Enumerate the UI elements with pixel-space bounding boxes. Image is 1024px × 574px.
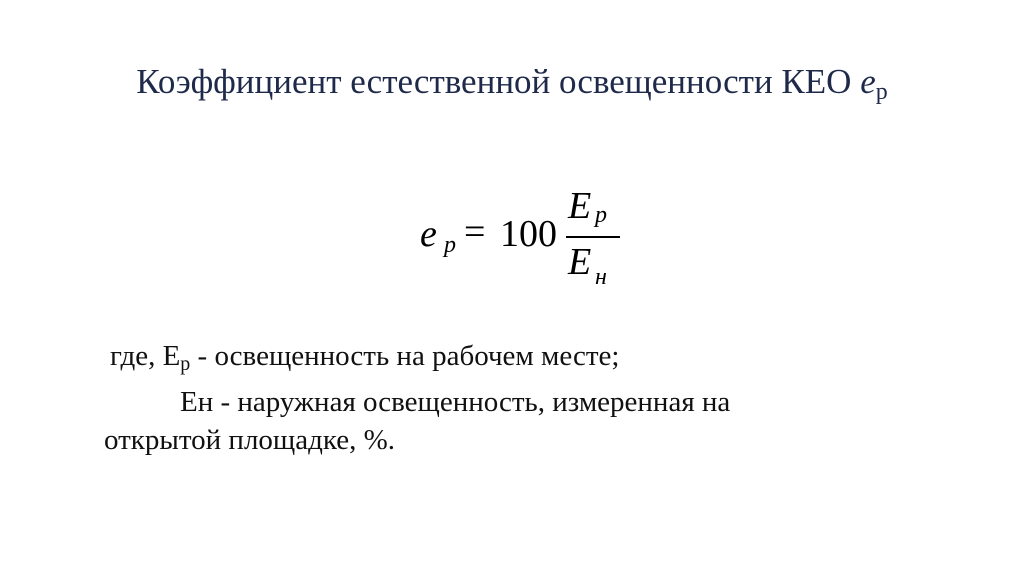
definition-en-line2: открытой площадке, %.	[104, 424, 396, 456]
definition-ep-prefix: где, Е	[110, 340, 181, 372]
title-variable: e	[860, 62, 876, 101]
formula-lhs: e	[420, 213, 437, 255]
formula-equals-sign: =	[464, 211, 486, 253]
formula-denominator-subscript: н	[595, 264, 607, 290]
formula-denominator: E	[568, 241, 592, 283]
fraction-bar	[566, 236, 620, 238]
keo-formula	[418, 180, 638, 300]
definition-en-line1: Ен - наружная освещенность, измеренная на	[180, 386, 731, 418]
definition-ep	[110, 340, 619, 376]
formula-numerator: E	[568, 185, 592, 227]
formula-numerator-subscript: p	[595, 202, 607, 228]
formula-coefficient: 100	[500, 213, 557, 255]
title-variable-subscript: р	[875, 79, 888, 105]
slide-title	[0, 62, 1024, 106]
definition-ep-subscript: р	[180, 353, 191, 375]
title-text: Коэффициент естественной освещенности КЕО	[136, 62, 861, 101]
definition-ep-text: - освещенность на рабочем месте;	[190, 340, 620, 372]
formula-lhs-subscript: p	[444, 232, 456, 258]
